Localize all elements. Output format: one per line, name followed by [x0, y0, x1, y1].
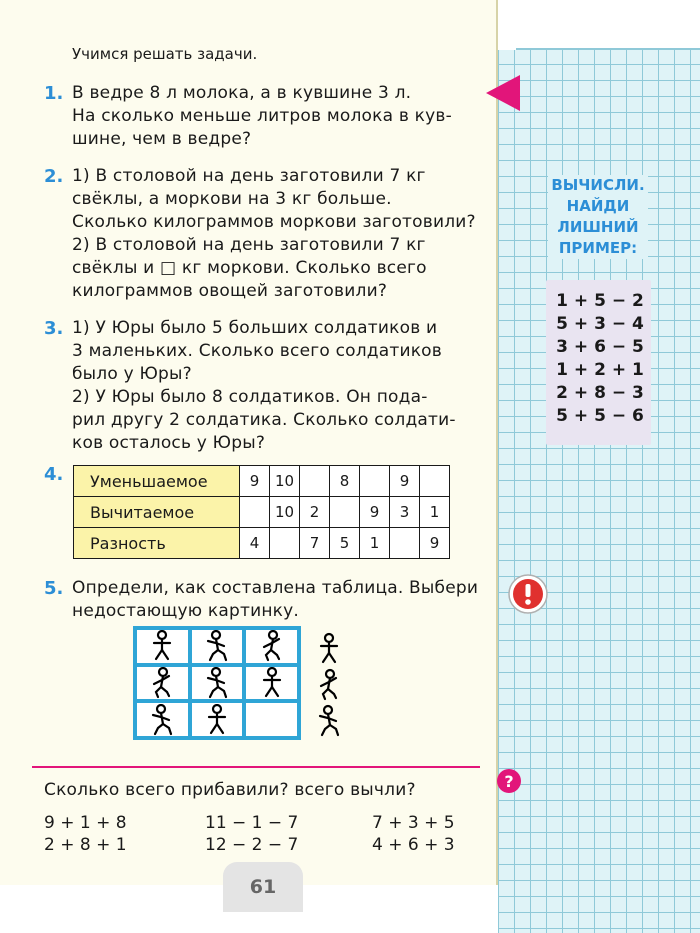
svg-text:?: ? [504, 772, 514, 791]
task-4-number: 4. [44, 464, 64, 485]
table-row-minuend [74, 466, 450, 497]
task-1-line-1: В ведре 8 л молока, а в кувшине 3 л. [72, 83, 412, 103]
bottom-expression: 9 + 1 + 8 [44, 813, 127, 833]
page-title: Учимся решать задачи. [72, 45, 258, 63]
row-label: Уменьшаемое [74, 466, 240, 497]
grid-cell-empty [246, 703, 297, 736]
bottom-question: Сколько всего прибавили? всего вычли? [44, 780, 416, 800]
task-3-line-2: 3 маленьких. Сколько всего солдатиков [72, 341, 442, 361]
figure-pattern-grid [133, 626, 301, 740]
table-cell: 9 [420, 528, 450, 559]
table-row-difference [74, 528, 450, 559]
task-3-line-4: 2) У Юры было 8 солдатиков. Он пода- [72, 387, 428, 407]
table-cell [420, 466, 450, 497]
grid-cell [192, 630, 243, 663]
grid-page-top-margin [498, 0, 700, 50]
side-expression: 1 + 5 − 2 [556, 291, 644, 311]
grid-cell [246, 667, 297, 700]
table-cell: 4 [240, 528, 270, 559]
side-title-line: ВЫЧИСЛИ. [551, 176, 645, 194]
stick-figure-icon [204, 630, 230, 662]
side-title-line: ЛИШНИЙ [557, 218, 639, 236]
table-cell [270, 528, 300, 559]
stick-figure-icon [204, 704, 230, 736]
task-2-line-2: свёклы, а моркови на 3 кг больше. [72, 189, 392, 209]
option-figure-icon [316, 632, 342, 666]
grid-cell [137, 667, 188, 700]
table-cell [240, 497, 270, 528]
page-number: 61 [223, 862, 303, 912]
table-cell [390, 528, 420, 559]
bottom-expression: 4 + 6 + 3 [372, 835, 455, 855]
stick-figure-icon [149, 630, 175, 662]
table-cell: 9 [390, 466, 420, 497]
option-figure-icon [316, 668, 342, 702]
grid-cell [137, 630, 188, 663]
table-cell: 9 [360, 497, 390, 528]
bottom-expression: 12 − 2 − 7 [205, 835, 299, 855]
task-1-number: 1. [44, 83, 64, 104]
task-3-line-3: было у Юры? [72, 364, 192, 384]
grid-page [498, 0, 700, 933]
task-3-line-5: рил другу 2 солдатика. Сколько солдати- [72, 410, 456, 430]
task-1-line-2: На сколько меньше литров молока в кув- [72, 106, 452, 126]
bottom-expression: 7 + 3 + 5 [372, 813, 455, 833]
grid-page-top-edge [516, 48, 700, 50]
task-3-line-6: ков осталось у Юры? [72, 433, 266, 453]
table-cell [330, 497, 360, 528]
stick-figure-icon [149, 704, 175, 736]
pink-marker-icon [486, 75, 520, 111]
task-2-line-6: килограммов овощей заготовили? [72, 281, 388, 301]
task-5-line-2: недостающую картинку. [72, 601, 299, 621]
table-cell: 5 [330, 528, 360, 559]
row-label: Вычитаемое [74, 497, 240, 528]
stick-figure-icon [149, 667, 175, 699]
option-figure-icon [316, 704, 342, 738]
side-expression: 1 + 2 + 1 [556, 360, 644, 380]
side-expression: 5 + 5 − 6 [556, 406, 644, 426]
bottom-expression: 11 − 1 − 7 [205, 813, 299, 833]
exclamation-icon [508, 574, 548, 614]
task-5-number: 5. [44, 578, 64, 599]
section-divider [32, 766, 480, 768]
table-row-subtrahend [74, 497, 450, 528]
side-title-line: ПРИМЕР: [558, 239, 638, 257]
task-2-line-3: Сколько килограммов моркови заготовили? [72, 212, 476, 232]
bottom-expression: 2 + 8 + 1 [44, 835, 127, 855]
stick-figure-icon [259, 667, 285, 699]
table-cell: 8 [330, 466, 360, 497]
task-5-line-1: Определи, как составлена таблица. Выбери [72, 578, 479, 598]
table-cell: 3 [390, 497, 420, 528]
grid-cell [246, 630, 297, 663]
task-1-line-3: шине, чем в ведре? [72, 129, 252, 149]
table-cell: 10 [270, 497, 300, 528]
table-cell: 7 [300, 528, 330, 559]
stick-figure-icon [259, 630, 285, 662]
subtraction-table [73, 465, 450, 559]
task-2-line-5: свёклы и □ кг моркови. Сколько всего [72, 258, 427, 278]
row-label: Разность [74, 528, 240, 559]
side-panel-title [548, 175, 648, 259]
question-icon [496, 768, 522, 794]
side-expression: 3 + 6 − 5 [556, 337, 644, 357]
side-title-line: НАЙДИ [566, 197, 630, 215]
grid-cell [137, 703, 188, 736]
task-2-number: 2. [44, 166, 64, 187]
stick-figure-icon [204, 667, 230, 699]
table-cell: 1 [360, 528, 390, 559]
grid-cell [192, 703, 243, 736]
table-cell: 10 [270, 466, 300, 497]
table-cell [300, 466, 330, 497]
side-expression: 2 + 8 − 3 [556, 383, 644, 403]
task-3-line-1: 1) У Юры было 5 больших солдатиков и [72, 318, 438, 338]
grid-cell [192, 667, 243, 700]
side-expression: 5 + 3 − 4 [556, 314, 644, 334]
table-cell: 9 [240, 466, 270, 497]
table-cell: 2 [300, 497, 330, 528]
task-2-line-4: 2) В столовой на день заготовили 7 кг [72, 235, 426, 255]
task-3-number: 3. [44, 318, 64, 339]
task-2-line-1: 1) В столовой на день заготовили 7 кг [72, 166, 426, 186]
table-cell [360, 466, 390, 497]
table-cell: 1 [420, 497, 450, 528]
